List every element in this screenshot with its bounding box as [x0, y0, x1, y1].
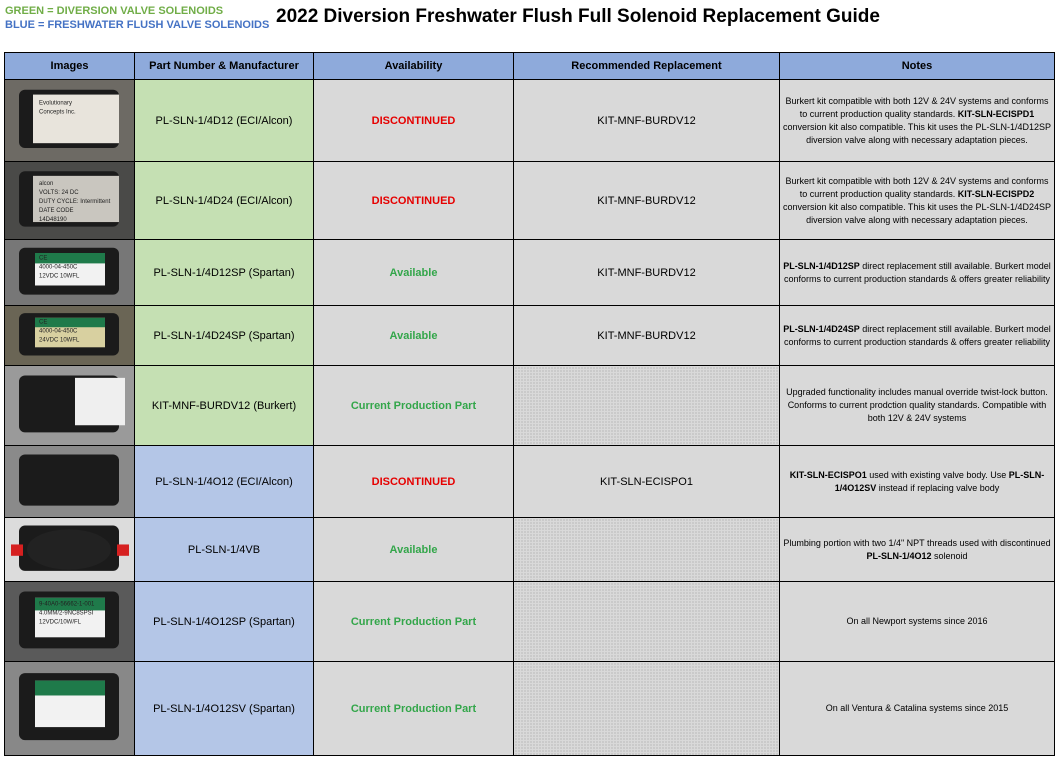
availability-status: Current Production Part [350, 702, 477, 715]
image-cell [5, 306, 135, 366]
part-number-cell: PL-SLN-1/4D24 (ECI/Alcon) [135, 162, 314, 240]
image-cell [5, 80, 135, 162]
header-replacement: Recommended Replacement [514, 53, 780, 80]
notes-part-number: KIT-SLN-ECISPD1 [957, 108, 1035, 119]
notes-text: Burkert kit compatible with both 12V & 24V systems and conforms to current production quality standards. [785, 95, 1049, 119]
notes-part-number: PL-SLN-1/4D12SP [783, 260, 860, 271]
notes-cell [780, 582, 1055, 662]
availability-status: DISCONTINUED [371, 475, 456, 488]
availability-status: Current Production Part [350, 399, 477, 412]
notes-cell [780, 306, 1055, 366]
notes-part-number: KIT-SLN-ECISPO1 [789, 469, 867, 480]
photo-label-text: 12VDC 10WFL [39, 273, 80, 280]
replacement-cell [514, 582, 780, 662]
replacement-cell [514, 366, 780, 446]
notes-text: On all Newport systems since 2016 [846, 616, 988, 626]
part-number-cell: PL-SLN-1/4D24SP (Spartan) [135, 306, 314, 366]
notes-part-number: PL-SLN-1/4D24SP [783, 323, 860, 334]
notes-cell [780, 366, 1055, 446]
notes-part-number: KIT-SLN-ECISPD2 [957, 188, 1035, 199]
availability-status: Available [389, 329, 438, 342]
availability-cell [314, 306, 514, 366]
availability-cell [314, 582, 514, 662]
availability-cell [314, 662, 514, 756]
part-number-cell: PL-SLN-1/4D12 (ECI/Alcon) [135, 80, 314, 162]
image-cell [5, 582, 135, 662]
image-cell [5, 446, 135, 518]
part-number-cell: PL-SLN-1/4O12 (ECI/Alcon) [135, 446, 314, 518]
image-cell [5, 662, 135, 756]
notes-cell [780, 80, 1055, 162]
notes-text: Plumbing portion with two 1/4" NPT threads used with discontinued [783, 537, 1051, 548]
availability-status: Current Production Part [350, 615, 477, 628]
availability-status: Available [389, 266, 438, 279]
photo-label-text: 9-40A0-56662-1-001 [39, 601, 95, 608]
availability-status: Available [389, 543, 438, 556]
notes-cell [780, 662, 1055, 756]
availability-cell [314, 162, 514, 240]
color-legend [5, 4, 269, 32]
photo-label-text: CE [39, 319, 48, 326]
product-photo [5, 662, 134, 755]
replacement-cell: KIT-MNF-BURDV12 [514, 240, 780, 306]
header-notes: Notes [780, 53, 1055, 80]
notes-text: direct replacement still available. Burkert model conforms to current production standards & offers greater reliability [784, 260, 1051, 284]
notes-text: conversion kit also compatible. This kit uses the PL-SLN-1/4D12SP diversion valve along with necessary adaptation pieces. [783, 121, 1051, 145]
part-number-cell: PL-SLN-1/4VB [135, 518, 314, 582]
photo-label-text: 12VDC/10W/FL [39, 619, 82, 626]
table-row [5, 162, 1055, 240]
table-row [5, 240, 1055, 306]
part-number-cell: PL-SLN-1/4D12SP (Spartan) [135, 240, 314, 306]
notes-text: direct replacement still available. Burkert model conforms to current production standards & offers greater reliability [784, 323, 1051, 347]
table-row [5, 80, 1055, 162]
notes-cell [780, 162, 1055, 240]
notes-text: On all Ventura & Catalina systems since 2015 [825, 703, 1009, 713]
image-cell [5, 240, 135, 306]
header-part: Part Number & Manufacturer [135, 53, 314, 80]
photo-label-text: 14D48190 [39, 217, 67, 224]
replacement-cell: KIT-SLN-ECISPO1 [514, 446, 780, 518]
notes-part-number: PL-SLN-1/4O12 [866, 550, 932, 561]
notes-text: instead if replacing valve body [876, 482, 1000, 493]
product-photo [5, 80, 134, 161]
notes-text: Burkert kit compatible with both 12V & 24V systems and conforms to current production quality standards. [785, 175, 1049, 199]
replacement-cell: KIT-MNF-BURDV12 [514, 80, 780, 162]
availability-status: DISCONTINUED [371, 194, 456, 207]
image-cell [5, 518, 135, 582]
table-row [5, 446, 1055, 518]
photo-label-text: 4000-04-450C [39, 264, 78, 271]
replacement-cell: KIT-MNF-BURDV12 [514, 306, 780, 366]
header-availability: Availability [314, 53, 514, 80]
part-number-cell: PL-SLN-1/4O12SP (Spartan) [135, 582, 314, 662]
table-row [5, 366, 1055, 446]
page-title: 2022 Diversion Freshwater Flush Full Solenoid Replacement Guide [276, 6, 880, 27]
legend-green: GREEN = DIVERSION VALVE SOLENOIDS [5, 5, 224, 17]
product-photo [5, 240, 134, 305]
notes-cell [780, 518, 1055, 582]
photo-label-text: CE [39, 255, 48, 262]
photo-label-text: Evolutionary [39, 100, 73, 107]
table-row [5, 582, 1055, 662]
replacement-cell [514, 662, 780, 756]
solenoid-table [4, 52, 1055, 756]
image-cell [5, 162, 135, 240]
photo-label-text: alcon [39, 181, 54, 188]
product-photo [5, 446, 134, 517]
photo-label-text: 4.0MM/2-9NC8SPSI [39, 610, 94, 617]
table-row [5, 662, 1055, 756]
photo-label-text: Concepts Inc. [39, 109, 76, 116]
photo-label-text: 4000-04-450C [39, 328, 78, 335]
notes-text: conversion kit also compatible. This kit uses the PL-SLN-1/4D24SP diversion valve along with necessary adaptation pieces. [783, 201, 1051, 225]
product-photo [5, 366, 134, 445]
notes-text: used with existing valve body. Use [866, 469, 1009, 480]
part-number-cell: PL-SLN-1/4O12SV (Spartan) [135, 662, 314, 756]
part-number-cell: KIT-MNF-BURDV12 (Burkert) [135, 366, 314, 446]
availability-cell [314, 80, 514, 162]
replacement-cell [514, 518, 780, 582]
header-row [5, 53, 1055, 80]
notes-part-number: PL-SLN-1/4O12SV [834, 469, 1045, 493]
availability-cell [314, 518, 514, 582]
photo-label-text: DUTY CYCLE: Intermittent [39, 199, 111, 206]
table-row [5, 306, 1055, 366]
notes-cell [780, 446, 1055, 518]
legend-blue: BLUE = FRESHWATER FLUSH VALVE SOLENOIDS [5, 19, 270, 31]
availability-status: DISCONTINUED [371, 114, 456, 127]
notes-text: Upgraded functionality includes manual override twist-lock button. Conforms to current prodction quality standards. Compatible with both 12V & 24V systems [786, 387, 1048, 423]
replacement-cell: KIT-MNF-BURDV12 [514, 162, 780, 240]
availability-cell [314, 366, 514, 446]
table-row [5, 518, 1055, 582]
photo-label-text: VOLTS: 24 DC [39, 190, 79, 197]
availability-cell [314, 446, 514, 518]
photo-label-text: DATE CODE [39, 208, 74, 215]
photo-label-text: 24VDC 10WFL [39, 337, 80, 344]
product-photo [5, 582, 134, 661]
notes-text: solenoid [931, 550, 968, 561]
product-photo [5, 518, 134, 581]
product-photo [5, 162, 134, 239]
notes-cell [780, 240, 1055, 306]
header-images: Images [5, 53, 135, 80]
availability-cell [314, 240, 514, 306]
product-photo [5, 306, 134, 365]
image-cell [5, 366, 135, 446]
